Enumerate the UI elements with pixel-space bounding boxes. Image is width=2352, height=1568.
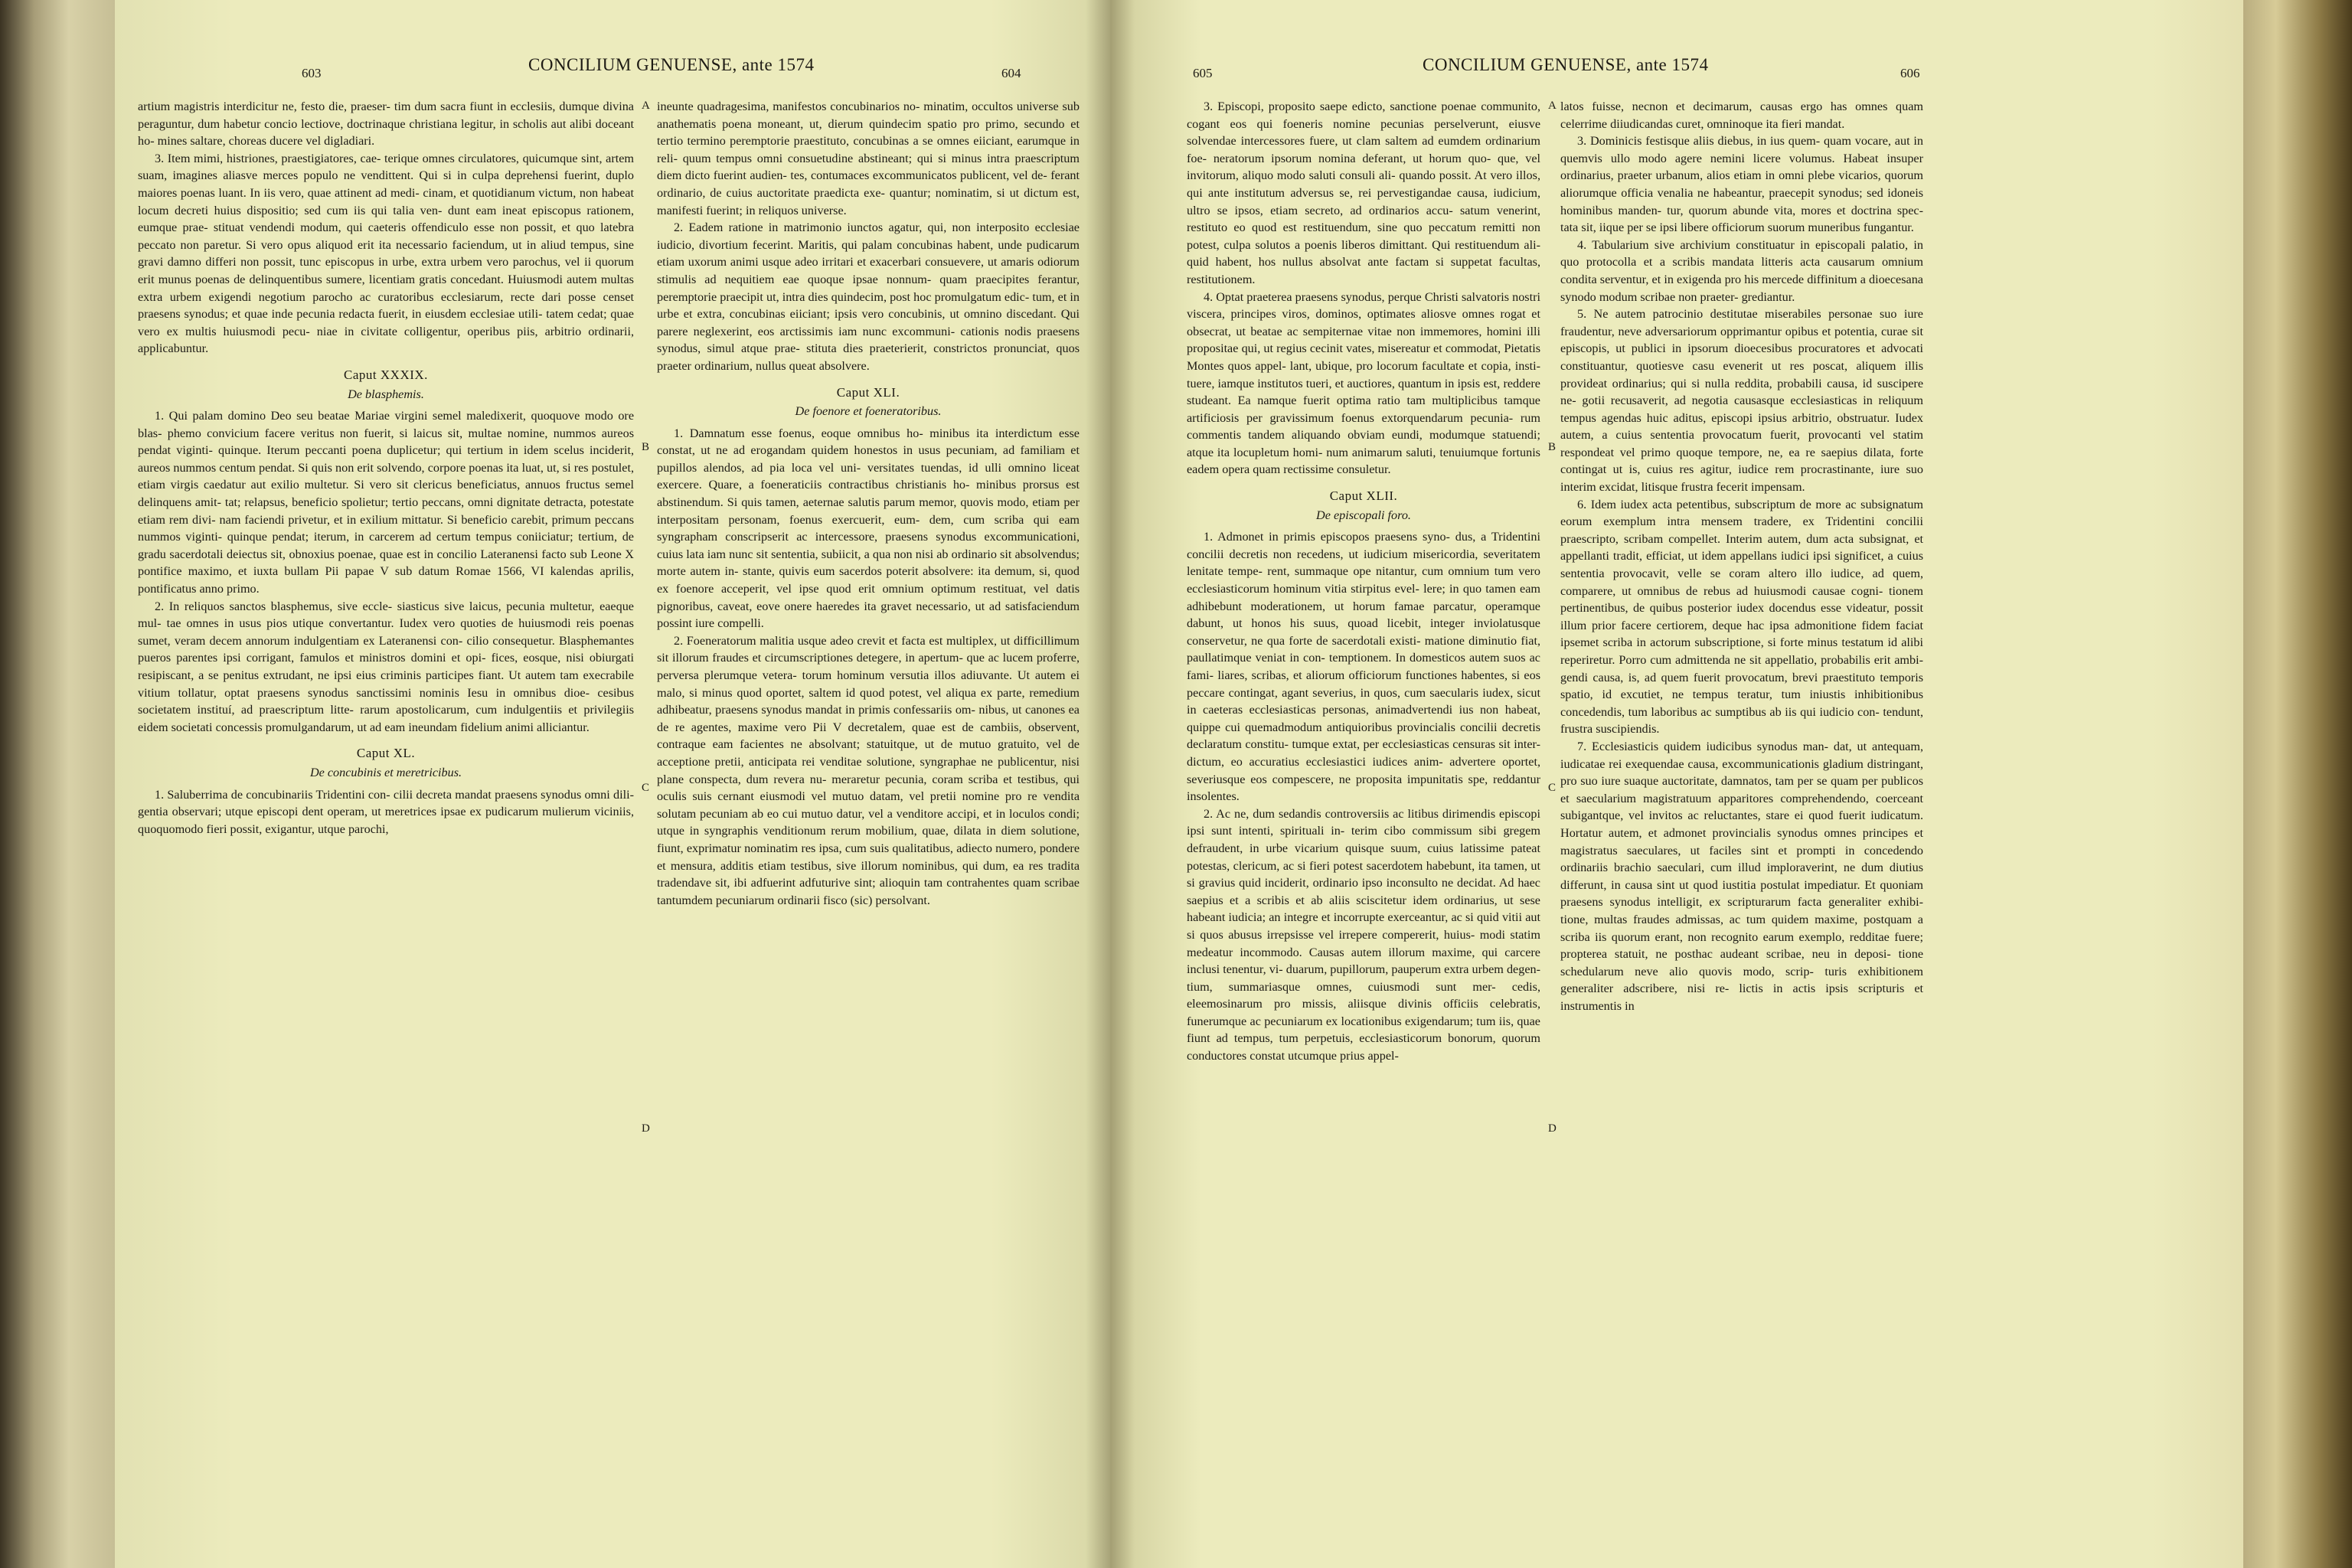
paragraph: 4. Tabularium sive archivium constituatur in episcopali palatio, in quo protocolla et a scribis mandata litteris acta causarum omnium condita serventur, et in exigenda pro his mercede diffinitum a dioecesana synodo modum scribae non praeter- grediantur. bbox=[1560, 237, 1923, 304]
margin-marker-c: C bbox=[1548, 782, 1557, 794]
paragraph: ineunte quadragesima, manifestos concubinarios no- minatim, occultos universe sub anathematis poena moneant, ut, dierum quindecim spatio pro primo, secundo et tertio termino peremptorie praestituto, concubinas a se omnes eiiciant, earumque in reli- quum tempus omni consuetudine abstineant; qui si minus intra praescriptum diem dicto fuerint audien- tes, contumaces excommunicatos publicent, vel de- ferant ordinario, de cuius auctoritate praedicta exe- quantur; nominatim, si ut dictum est, manifesti fuerint; in reliquos universe. bbox=[657, 100, 1080, 217]
chapter-heading: Caput XL. bbox=[356, 746, 416, 761]
margin-marker-a: A bbox=[1548, 100, 1557, 112]
chapter-subtitle: De blasphemis. bbox=[348, 387, 424, 401]
margin-marker-c: C bbox=[642, 782, 650, 794]
column-3 bbox=[1187, 98, 1540, 1065]
running-head-right: CONCILIUM GENUENSE, ante 1574 bbox=[1423, 55, 1709, 74]
paragraph: artium magistris interdicitur ne, festo die, praeser- tim dum sacra fiunt in ecclesiis, dumque divina peraguntur, dum habetur concio lectiove, doctrinaque christiana legitur, in scholis aut alibi doceant ho- mines saltare, choreas ducere vel digladiari. bbox=[138, 100, 634, 149]
column-2 bbox=[657, 98, 1080, 909]
chapter-heading: Caput XLI. bbox=[836, 384, 900, 400]
page-number-603: 603 bbox=[302, 66, 322, 80]
paragraph: 6. Idem iudex acta petentibus, subscriptum de more ac subsignatum eorum exemplum intra mensem tradere, ex Tridentini concilii praescripto, scribam compellet. Interim autem, dum acta subsignat, et appellanti tradit, efficiat, ut idem appellans iudici ipsi significet, a cuius sententia provocavit, velle se coram altero illo iudice, ad quem, comparere, ut omnibus de rebus ad huiusmodi causae cogni- tionem pertinentibus, de quibus posterior iudex docendus esse videatur, possit illum prior facere certiorem, deque hac ipsa admonitione fidem faciat ipsemet scriba in actorum subscriptione, si forte minus testatum id alibi reperiretur. Porro cum admittenda ne sit appellatio, probabilis erit ambi- gendi causa, is, ad quem fuerit provocatum, brevi praestituto temporis spatio, id excutiet, ne tempus teratur, tum iniustis inhibitionibus concedendis, tum laboribus ac sumptibus ab iis qui iudicio con- tendunt, frustra suscipiendis. bbox=[1560, 497, 1923, 737]
margin-marker-a: A bbox=[642, 100, 650, 112]
page-edges-right bbox=[2243, 0, 2352, 1568]
paragraph: 2. In reliquos sanctos blasphemus, sive eccle- siasticus sive laicus, pecunia multetur, eaeque mul- tae omnes in usus pios utique convertantur. Iudex vero quoties de huiusmodi reis poenas sumet, veram decem annorum indulgentiam ex Lateranensi con- cilio consequetur. Blasphemantes pueros parentes ipsi corrigant, famulos et ministros domini et opi- fices, eosque, nisi obiurgati resipiscant, a se penitus extrudant, ne ipsi eius criminis participes fiant. Ut autem tam execrabile vitium tollatur, optat praesens synodus sanctissimi nominis Iesu in omnibus dioe- cesibus societatem instituí, ad praescriptum litte- rarum apostolicarum, cum indulgentiis et privilegiis eidem societati concessis promulgandarum, ut ad eam ineundam fidelium animi alliciantur. bbox=[138, 599, 634, 734]
page-edges-left bbox=[0, 0, 115, 1568]
left-page bbox=[115, 0, 1110, 1568]
book-gutter bbox=[1086, 0, 1135, 1568]
chapter-heading: Caput XLII. bbox=[1329, 488, 1398, 504]
column-4 bbox=[1560, 98, 1923, 1014]
page-number-606: 606 bbox=[1900, 66, 1920, 80]
paragraph: 1. Damnatum esse foenus, eoque omnibus ho- minibus ita interdictum esse constat, ut ne ad erogandam quidem honestos in usus pecuniam, ad familiam et pupillos alendos, ad pia loca vel uni- versitates tuendas, id ulli omnino liceat exercere. Quare, a foeneraticiis contractibus christianis ho- minibus prorsus est abstinendum. Si quis tamen, aeternae salutis parum memor, quovis modo, etiam per interpositam personam, foenus exercuerit, eum- dem, cum scriba qui eam syngrapham conscripserit ac intercessore, praesens synodus excommunicationi, cuius lata iam nunc sit sententia, subiicit, a qua non nisi ab ordinario sit absolvendus; morte autem in- stante, quivis eum sacerdos poterit absolvere: ita demum, si, quod ex foenore acceperit, vel ipse quod erit omnium optimum restituat, vel datis pignoribus, caveat, eove onere haeredes ita gravet necessario, ut ad satisfaciendum possint iure compelli. bbox=[657, 426, 1080, 631]
running-head-left: CONCILIUM GENUENSE, ante 1574 bbox=[528, 55, 815, 74]
paragraph: 1. Saluberrima de concubinariis Tridentini con- cilii decreta mandat praesens synodus omni dili- gentia observari; utque episcopi dent operam, ut meretrices ipsae ex pudicarum mulierum viciniis, quoquomodo fieri possit, exigantur, utque parochi, bbox=[138, 787, 634, 836]
margin-marker-b: B bbox=[642, 441, 650, 453]
page-number-605: 605 bbox=[1193, 66, 1213, 80]
chapter-subtitle: De episcopali foro. bbox=[1316, 508, 1411, 522]
margin-marker-d: D bbox=[1548, 1122, 1557, 1135]
paragraph: 7. Ecclesiasticis quidem iudicibus synodus man- dat, ut antequam, iudicatae rei exequendae causa, excommunicationis gladium distringant, pro suo iure suaque auctoritate, damnatos, tam per se quam per publicos et saecularium magistratuum apparitores comprehendendo, coerceant subigantque, vel invitos ac reluctantes, stare ei quod fuerit iudicatum. Hortatur autem, et admonet provincialis synodus omnes principes et magistratus saeculares, ut faciles sint et prompti in concedendo ordinariis brachio saeculari, cum illud imploraverint, ne dum diutius differunt, in causa sint ut quod iustitia postulat impediatur. Et quoniam praesens synodus intelligit, ex scripturarum facta generaliter exhibi- tione, multas fraudes admissas, ac tum quidem maxime, postquam a scriba iis quorum erant, non recognito earum exemplo, redditae fuere; propterea statuit, ne posthac audeant scribae, neu in deposi- tione schedularum neve alio quovis modo, scrip- turis exhibitionem generaliter adscribere, nisi re- lictis in actis ipsis scripturis et instrumentis in bbox=[1560, 739, 1923, 1013]
paragraph: 4. Optat praeterea praesens synodus, perque Christi salvatoris nostri viscera, principes viros, dominos, optimates aliosve omnes rogat et obsecrat, ut beatae ac sempiternae vitae non immemores, homini illi propositae qui, ut regius cecinit vates, misereatur et commodat, Pietatis Montes quos appel- lant, ubique, pro locorum facultate et copia, insti- tuere, iamque institutos tueri, et auctiores, quantum in ipsis est, reddere studeant. Ea namque fuerit optima ratio tam multiplicibus tamque artificiosis per gravissimum foenus extorquendarum pecunia- rum commentis tandem aliquando obviam eundi, modumque statuendi; atque ita locupletum homi- num animarum saluti, tenuiumque fortunis eadem opera quam rectissime consuletur. bbox=[1187, 289, 1540, 477]
page-number-604: 604 bbox=[1001, 66, 1021, 80]
chapter-subtitle: De foenore et foeneratoribus. bbox=[795, 404, 942, 419]
paragraph: 2. Foeneratorum malitia usque adeo crevit et facta est multiplex, ut difficillimum sit illorum fraudes et circumscriptiones detegere, in apertum- que ac lucem proferre, perversa plerumque vetera- torum hominum versutia illos adiuvante. Ut autem ei malo, si minus quod oportet, saltem id quod potest, vel aliqua ex parte, remedium adhibeatur, praesens synodus mandat in primis confessariis om- nibus, ut canones ea de re agentes, maxime vero Pii V decretalem, quae est de cambiis, observent, contraque eam facientes ne absolvant; statuitque, ut de mutuo gratuito, vel de acceptione pretii, anticipata rei venditae solutione, syngraphae ne publicentur, nisi plane conspecta, dum revera nu- meraretur pecunia, coram scriba et testibus, qui oculis suis cernant eiusmodi vel mutuo datam, vel pretii nomine pro re vendita solutam pecuniam ab eo cui mutuo datur, vel a venditore accipi, et in loculos condi; utque in syngraphis venditionum rerum mobilium, quae, dilata in diem solutione, fiunt, exprimatur nominatim res ipsa, cum suis qualitatibus, adiecto numero, pondere et mensura, additis etiam testibus, sive illorum nominibus, qui dum, ea res tradita tradendave sit, ibi adfuerint adfuturive sint; alioquin tam contrahentes quam scribae tantumdem pecuniarum ordinarii fisco (sic) persolvant. bbox=[657, 633, 1080, 907]
right-page bbox=[1110, 0, 2243, 1568]
paragraph: 3. Dominicis festisque aliis diebus, in ius quem- quam vocare, aut in quemvis ullo modo agere nemini licere volumus. Habeat insuper ordinarius, praeter urbanum, alios etiam in omni plebe vicarios, quorum aliorumque officia venalia ne habeantur, praecepit synodus; sed idoneis hominibus manden- tur, quorum abunde vita, mores et doctrina spec- tata sit, iique per se ipsi libere officiorum suorum muneribus fungantur. bbox=[1560, 134, 1923, 235]
margin-marker-b: B bbox=[1548, 441, 1557, 453]
chapter-heading: Caput XXXIX. bbox=[344, 367, 428, 382]
paragraph: 3. Item mimi, histriones, praestigiatores, cae- terique omnes circulatores, quicumque sint, artem suam, imagines aliasve merces populo ne vendittent. Qui si in culpa deprehensi fuerint, duplo maiores poenas luant. In iis vero, quae attinent ad medi- cinam, et quotidianum victum, non habeat locum decreti huius dispositio; sed cum iis qui talia ven- dunt eam ineat episcopus rationem, eumque prae- stituat vendendi modum, qui caeteris offendiculo esse non possit, et quo latebra peccato non paretur. Si vero opus aliquod erit ita necessario faciendum, ut in aliud tempus, sine gravi damno differi non possit, tunc episcopus in urbe, extra urbem vero parochus, vel ii quorum erit munus poenas de delinquentibus sumere, licentiam gratis concedant. Huiusmodi autem multas extra urbem exigendi negotium parocho ac curatoribus ecclesiarum, recte dari posse censet praesens synodus; et quae inde pecunia redacta fuerit, in eiusdem ecclesiae utili- tatem cedat; quae vero ex multis huiusmodi pecu- niae in civitate colligentur, operibus piis, arbitrio ordinarii, applicabuntur. bbox=[138, 151, 634, 356]
paragraph: 2. Eadem ratione in matrimonio iunctos agatur, qui, non interposito ecclesiae iudicio, divortium fecerint. Maritis, qui palam concubinas habent, unde pudicarum etiam uxorum animi usque adeo irritari et exacerbari consuevere, ut amaris odiorum stimulis ad nequitiem eae quoque ipsae nonnum- quam praecipites ferantur, peremptorie praecipit ut, intra dies quindecim, post hoc promulgatum edic- tum, et in urbe et extra, concubinas eiiciant; ipsis vero concubinis, ut omnino discedant. Qui parere neglexerint, eos arctissimis iam nunc excommuni- cationis nodis praesens synodus, simul atque prae- stituta dies praeterierit, constrictos pronunciat, quos praeter ordinarium, nullus queat absolvere. bbox=[657, 220, 1080, 373]
paragraph: 1. Qui palam domino Deo seu beatae Mariae virgini semel maledixerit, quoquove modo ore blas- phemo convicium facere veritus non fuerit, si laicus sit, multae nomine, nummos aureos pendat viginti- quinque. Iterum peccanti poena duplicetur; qui tertium in idem scelus inciderit, aureos nummos centum pendat. Si quis non erit solvendo, corpore poenas ita luat, ut, si res postulet, etiam virgis caedatur aut exilio multetur. Si vero sit clericus beneficiatus, annuos fructus semel delinquens amit- tat; relapsus, beneficio spolietur; tertio peccans, omni dignitate detracta, potestate etiam rem divi- nam faciendi privetur, et in exilium mittatur. Si beneficio carebit, primum peccans nummos viginti- quinque pendat; iterum, in carcerem ad certum tempus coniiciatur; tertium, de gradu sacerdotali deiectus sit, obnoxius poenae, quae est in concilio Lateranensi facto sub Leone X pontifice maximo, et iuxta bullam Pii papae V sub datum Romae 1566, VI kalendas aprilis, pontificatus anno primo. bbox=[138, 409, 634, 596]
column-1 bbox=[138, 98, 634, 838]
paragraph: 1. Admonet in primis episcopos praesens syno- dus, a Tridentini concilii decretis non recedens, ut iudicium misericordia, severitatem lenitate tempe- rent, summaque ope nitantur, cum omnium tum vero ecclesiasticorum hominum vitia stirpitus evel- lere; in quo tamen eam adhibebunt moderationem, ut horum famae parcatur, operamque dabunt, ut honos his suus, quoad licebit, integer inviolatusque conservetur, ne qua forte de sacerdotali existi- matione diminutio fiat, paullatimque veniat in con- temptionem. In domesticos autem suos ac fami- liares, scribas, et aliorum officiorum functiones habentes, si eos peccare contingat, agant severius, in quos, cum saecularis iudex, sicut in caeteras ecclesiasticas personas, animadvertendi ius non habeat, quippe cui quemadmodum antiquioribus provincialis concilii decretis declaratum constitu- tumque extat, per ecclesiasticas censuras sit inter- dictum, eo accuratius ecclesiastici iudices anim- advertere oportet, severiusque eos compescere, ne proposita impunitatis spe, reddantur insolentes. bbox=[1187, 530, 1540, 804]
paragraph: 5. Ne autem patrocinio destitutae miserabiles personae suo iure fraudentur, neve adversariorum opprimantur opibus et potentia, curae sit episcopis, ut publici in ipsorum dioecesibus procuratores et advocati constituantur, quotiesve casu evenerit ut res poscat, aliquem illis provideat ordinarius; qui si nulla reddita, probabili causa, id suscipere ne- gotii recusaverit, ad negotia causasque ecclesiasticas in reliquum tempus agendas huic aditus, episcopi ipsius arbitrio, obstruatur. Iudex autem, a cuius sententia provocatum fuerit, provocanti vel statim respondeat vel primo quoque tempore, ne, ea re saepius dilata, forte contingat ut is, cuius res agitur, iudice rem procrastinante, iure suo interim excidat, litisque frustra fecerit impensam. bbox=[1560, 307, 1923, 495]
paragraph: 2. Ac ne, dum sedandis controversiis ac litibus dirimendis episcopi ipsi sunt intenti, spirituali in- terim cibo commissum sibi gregem defraudent, in urbe vicarium quisque suum, cuius latissime pateat potestas, clericum, ac si fieri potest sacerdotem habebunt, ita tamen, ut si gravius quid inciderit, ordinario ipso inconsulto ne decidat. Ad haec saepius et a scribis et ab aliis sciscitetur idem ordinarius, ut sese habeant iudicia; an integre et incorrupte exerceantur, ac si quid vitii aut si quos abusus irrepsisse vel irrepere compererit, huius- modi statim medeatur incommodo. Causas autem illorum maxime, qui carcere inclusi tenentur, vi- duarum, pupillorum, pauperum extra urbem degen- tium, summariasque omnes, cuiusmodi sunt mer- cedis, eleemosinarum pro missis, aliisque divinis officiis celebratis, funerumque ac pecuniarum ex locationibus exigendarum; tum iis, quae fiunt ad tempus, tum perpetuis, ecclesiasticorum bonorum, quorum conductores constat utcumque prius appel- bbox=[1187, 806, 1540, 1063]
paragraph: 3. Episcopi, proposito saepe edicto, sanctione poenae communito, cogant eos qui foeneris nomine pecunias perselverunt, eiusve solvendae intercessores fuere, ut clam saltem ad eumdem ordinarium foe- neratorum ipsorum nomina deferant, ut horum quo- que, vel invitorum, aliquo modo saluti consuli ali- quando possit. At vero illos, qui ante institutum adversus se, rei pervestigandae causa, iudicium, ultro se ipsos, etiam secreto, ad ordinarios accu- satum venerint, restituto eo quod est restituendum, sine quo peccatum remitti non potest, culpa solutos a poenis liberos dimittant. Qui restituendum ali- quid habent, hos nullus absolvat ante factam si suppetat facultas, restitutionem. bbox=[1187, 100, 1540, 286]
paragraph: latos fuisse, necnon et decimarum, causas ergo has omnes quam celerrime diiudicandas curet, omninoque ita fieri mandat. bbox=[1560, 100, 1923, 131]
margin-marker-d: D bbox=[642, 1122, 650, 1135]
chapter-subtitle: De concubinis et meretricibus. bbox=[309, 765, 462, 779]
